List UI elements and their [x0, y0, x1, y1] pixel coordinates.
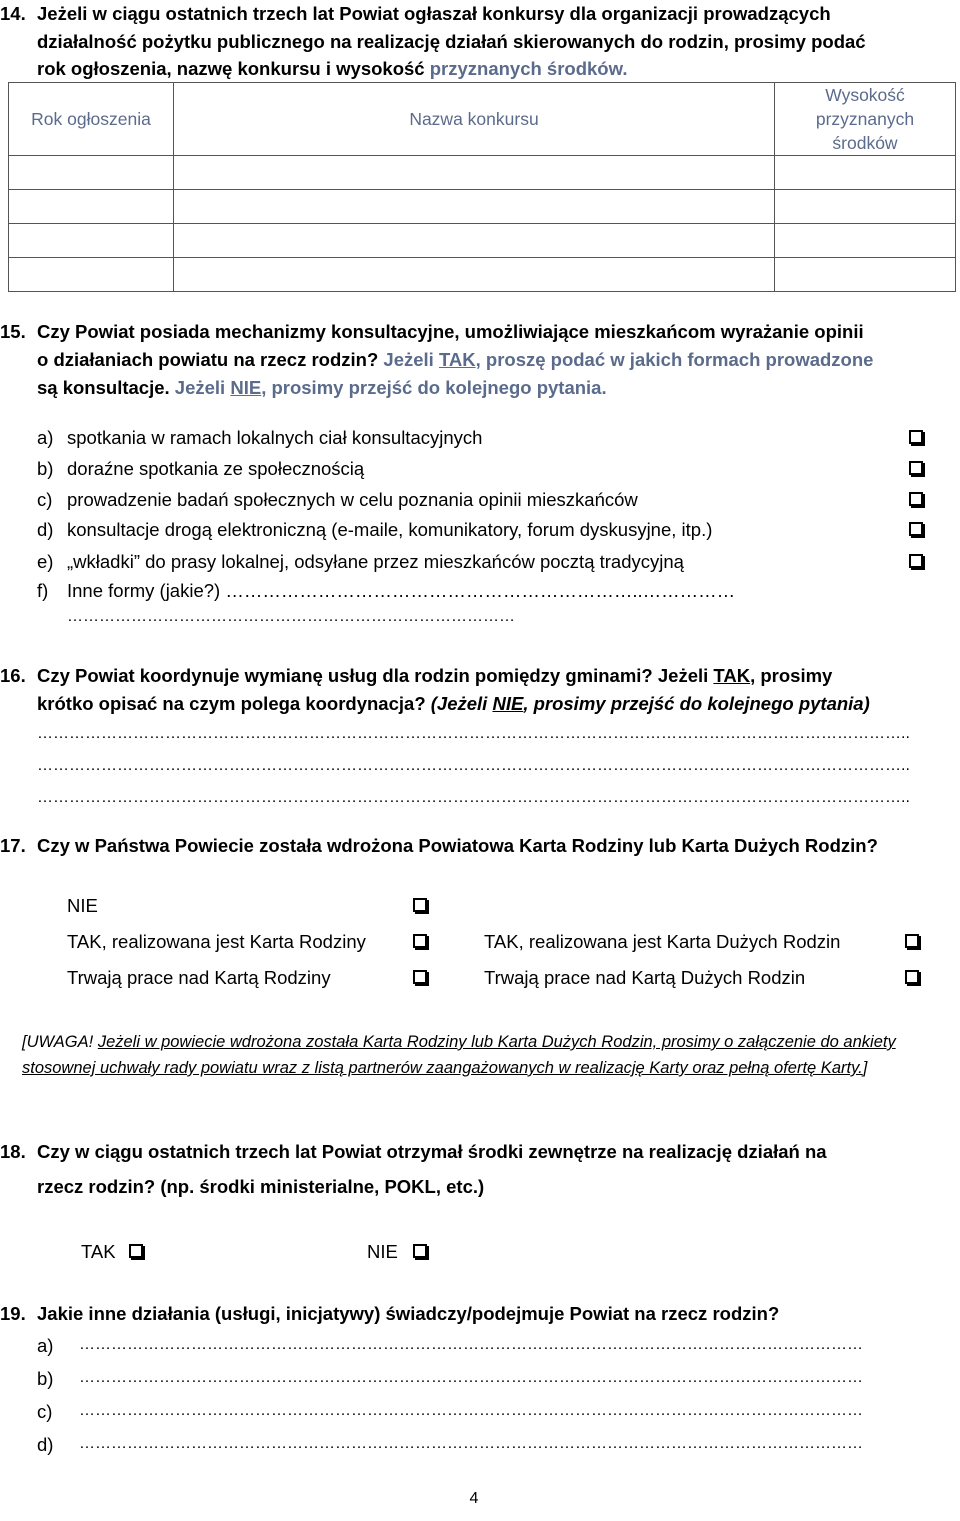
- table-cell-amount[interactable]: [775, 258, 956, 292]
- q17-checkbox-prace-karta-duzych[interactable]: [905, 970, 919, 984]
- q15-option-letter-e: e): [37, 551, 54, 572]
- q16-answer-line-2[interactable]: ………………………………………………………………………………………………………………………………………………..: [37, 757, 910, 774]
- q15-checkbox-c[interactable]: [909, 492, 923, 506]
- q17-option-prace-karta-duzych: Trwają prace nad Kartą Dużych Rodzin: [484, 967, 806, 988]
- q16-tak: TAK: [713, 665, 751, 686]
- q15-line3-b: Jeżeli: [174, 377, 226, 398]
- table-header-amount: Wysokość przyznanych środków: [775, 83, 956, 156]
- q16-answer-line-1[interactable]: ………………………………………………………………………………………………………………………………………………..: [37, 725, 910, 742]
- q15-option-letter-b: b): [37, 458, 54, 479]
- q17-checkbox-prace-karta-rodziny[interactable]: [413, 970, 427, 984]
- q15-option-letter-f: f): [37, 580, 49, 601]
- q16-line2-c: , prosimy przejść do kolejnego pytania): [523, 693, 870, 714]
- q18-line2: rzecz rodzin? (np. środki ministerialne, POKL, etc.): [37, 1176, 485, 1197]
- q18-line1: Czy w ciągu ostatnich trzech lat Powiat otrzymał środki zewnętrze na realizację działań na: [37, 1141, 827, 1162]
- q14-line3-blue: przyznanych środków.: [429, 58, 628, 79]
- table-cell-year[interactable]: [9, 258, 174, 292]
- q14-line3-bold: rok ogłoszenia, nazwę konkursu i wysokość: [37, 58, 425, 79]
- q15-line3-a: są konsultacje.: [37, 377, 170, 398]
- page-number: 4: [469, 1490, 479, 1507]
- q17-number: 17.: [0, 835, 26, 856]
- q16-line1-a: Czy Powiat koordynuje wymianę usług dla rodzin pomiędzy gminami? Jeżeli: [37, 665, 709, 686]
- q19-item-d: d): [37, 1434, 54, 1455]
- q15-tak: TAK: [438, 349, 476, 370]
- table-cell-name[interactable]: [174, 224, 775, 258]
- table-cell-year[interactable]: [9, 224, 174, 258]
- q16-line1: [37, 662, 832, 690]
- q19-answer-d[interactable]: …………………………………………………………………………………………………………………………………: [79, 1435, 863, 1452]
- q16-line2-a: krótko opisać na czym polega koordynacja?: [37, 693, 426, 714]
- table-cell-name[interactable]: [174, 190, 775, 224]
- q18-option-tak: TAK: [81, 1241, 116, 1262]
- table-cell-amount[interactable]: [775, 156, 956, 190]
- q17-question: Czy w Państwa Powiecie została wdrożona Powiatowa Karta Rodziny lub Karta Dużych Rodzin?: [37, 835, 878, 856]
- q14-line2: działalność pożytku publicznego na realizację działań skierowanych do rodzin, prosimy podać: [37, 31, 866, 52]
- q17-checkbox-tak-karta-rodziny[interactable]: [413, 934, 427, 948]
- q15-line2-b: Jeżeli: [383, 349, 434, 370]
- table-cell-name[interactable]: [174, 156, 775, 190]
- q15-other-dots[interactable]: …………………………………………………………………………: [67, 608, 515, 625]
- q17-checkbox-nie[interactable]: [413, 898, 427, 912]
- q15-line1: Czy Powiat posiada mechanizmy konsultacyjne, umożliwiające mieszkańcom wyrażanie opinii: [37, 321, 864, 342]
- q17-note-body: Jeżeli w powiecie wdrożona została Karta Rodziny lub Karta Dużych Rodzin, prosimy o załączenie do ankiety stosownej uchwały rady powiatu wraz z listą partnerów zaangażowanych w realizację Karty oraz pełną ofertę Karty.: [22, 1033, 896, 1077]
- q15-number: 15.: [0, 321, 26, 342]
- q15-option-text-a: spotkania w ramach lokalnych ciał konsultacyjnych: [67, 427, 483, 448]
- q14-number: 14.: [0, 3, 26, 24]
- q16-line1-b: , prosimy: [750, 665, 833, 686]
- q17-option-nie: NIE: [67, 895, 98, 916]
- q17-option-tak-karta-rodziny: TAK, realizowana jest Karta Rodziny: [67, 931, 366, 952]
- table-header-name: Nazwa konkursu: [174, 83, 775, 156]
- q15-line3: [37, 374, 607, 402]
- q17-option-tak-karta-duzych: TAK, realizowana jest Karta Dużych Rodzin: [484, 931, 841, 952]
- q15-checkbox-a[interactable]: [909, 430, 923, 444]
- q15-option-text-b: doraźne spotkania ze społecznością: [67, 458, 365, 479]
- table-cell-amount[interactable]: [775, 224, 956, 258]
- q19-answer-a[interactable]: …………………………………………………………………………………………………………………………………: [79, 1336, 863, 1353]
- q16-answer-line-3[interactable]: ………………………………………………………………………………………………………………………………………………..: [37, 789, 910, 806]
- q18-option-nie: NIE: [367, 1241, 398, 1262]
- q16-line2: [37, 690, 870, 718]
- q19-question: Jakie inne działania (usługi, inicjatywy) świadczy/podejmuje Powiat na rzecz rodzin?: [37, 1303, 780, 1324]
- q15-line2-a: o działaniach powiatu na rzecz rodzin?: [37, 349, 379, 370]
- q17-option-prace-karta-rodziny: Trwają prace nad Kartą Rodziny: [67, 967, 331, 988]
- q17-checkbox-tak-karta-duzych[interactable]: [905, 934, 919, 948]
- q17-note-prefix: [UWAGA!: [22, 1033, 94, 1051]
- q18-checkbox-nie[interactable]: [413, 1244, 427, 1258]
- q15-option-text-c: prowadzenie badań społecznych w celu poznania opinii mieszkańców: [67, 489, 638, 510]
- table-cell-year[interactable]: [9, 156, 174, 190]
- q15-line3-c: , prosimy przejść do kolejnego pytania.: [261, 377, 607, 398]
- q15-option-letter-c: c): [37, 489, 53, 510]
- q15-checkbox-e[interactable]: [909, 554, 923, 568]
- q16-nie: NIE: [492, 693, 524, 714]
- q18-checkbox-tak[interactable]: [129, 1244, 143, 1258]
- table-cell-name[interactable]: [174, 258, 775, 292]
- q15-nie: NIE: [230, 377, 262, 398]
- q14-line3: [37, 55, 627, 83]
- q18-number: 18.: [0, 1141, 26, 1162]
- q17-note-suffix: ]: [862, 1059, 868, 1077]
- q16-number: 16.: [0, 665, 26, 686]
- q15-line2: [37, 346, 873, 374]
- q15-line2-c: , proszę podać w jakich formach prowadzone: [475, 349, 874, 370]
- q15-checkbox-b[interactable]: [909, 461, 923, 475]
- q15-option-letter-a: a): [37, 427, 54, 448]
- q19-number: 19.: [0, 1303, 26, 1324]
- q19-item-b: b): [37, 1368, 54, 1389]
- q15-option-text-f[interactable]: Inne formy (jakie?) …………………………………………………………..……………: [67, 580, 736, 601]
- q19-item-c: c): [37, 1401, 53, 1422]
- q15-option-text-d: konsultacje drogą elektroniczną (e-maile, komunikatory, forum dyskusyjne, itp.): [67, 519, 713, 540]
- table-cell-year[interactable]: [9, 190, 174, 224]
- q16-line2-b: (Jeżeli: [430, 693, 488, 714]
- table-header-year: Rok ogłoszenia: [9, 83, 174, 156]
- q15-option-letter-d: d): [37, 519, 54, 540]
- q19-answer-b[interactable]: …………………………………………………………………………………………………………………………………: [79, 1369, 863, 1386]
- table-cell-amount[interactable]: [775, 190, 956, 224]
- q15-checkbox-d[interactable]: [909, 522, 923, 536]
- q14-competitions-table: [8, 82, 956, 292]
- q19-answer-c[interactable]: …………………………………………………………………………………………………………………………………: [79, 1402, 863, 1419]
- q19-item-a: a): [37, 1335, 54, 1356]
- q17-note: [22, 1029, 954, 1081]
- q14-line1: Jeżeli w ciągu ostatnich trzech lat Powiat ogłaszał konkursy dla organizacji prowadzących: [37, 3, 831, 24]
- q15-option-text-e: „wkładki” do prasy lokalnej, odsyłane przez mieszkańców pocztą tradycyjną: [67, 551, 684, 572]
